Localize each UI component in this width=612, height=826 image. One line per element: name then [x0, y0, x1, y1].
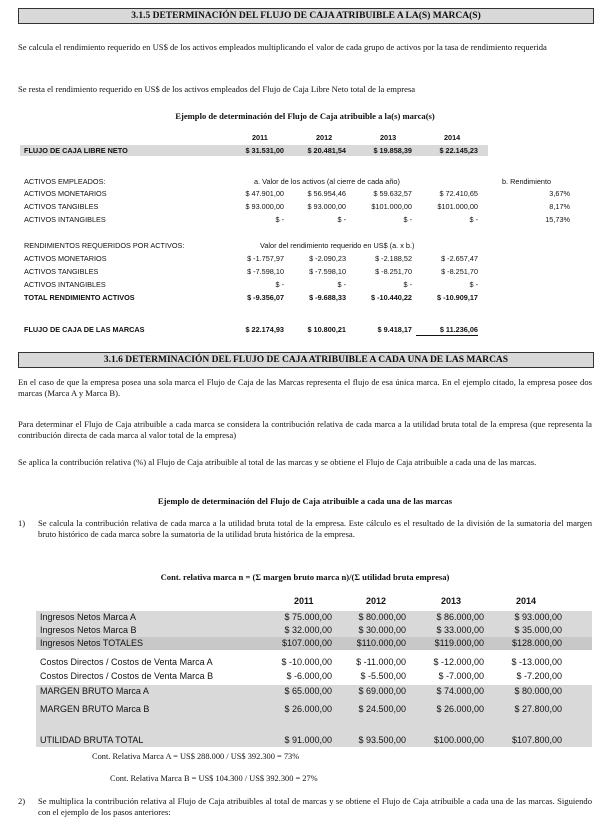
cell-value: $ 10.800,21	[307, 325, 346, 334]
year-header: 2013	[380, 133, 397, 142]
row-label: FLUJO DE CAJA LIBRE NETO	[24, 146, 128, 155]
table-row	[20, 214, 592, 225]
example-title: Ejemplo de determinación del Flujo de Caja atribuible a cada una de las marcas	[157, 496, 453, 506]
cell-value: $ -	[403, 215, 412, 224]
rate-value: 3,67%	[549, 189, 570, 198]
row-label: ACTIVOS MONETARIOS	[24, 254, 107, 263]
table-row	[20, 266, 592, 277]
paragraph: Para determinar el Flujo de Caja atribuible a cada marca se considera la contribución relativa de cada marca a la utilidad bruta total de la empresa (que representa la contribución directa de cada marca al valor total de la empresa)	[18, 419, 592, 440]
year-header: 2011	[294, 596, 314, 606]
row-label: ACTIVOS INTANGIBLES	[24, 280, 106, 289]
cell-value: $ 93.000,00	[245, 202, 284, 211]
example-title: Ejemplo de determinación del Flujo de Caja atribuible a la(s) marca(s)	[175, 111, 435, 121]
paragraph: En el caso de que la empresa posea una sola marca el Flujo de Caja de las Marcas representa el flujo de esa única marca. En el ejemplo citado, la empresa posee dos marcas (Marca A y Marca B).	[18, 377, 592, 398]
cell-value: $107.800,00	[511, 735, 562, 745]
cell-value: $ -2.090,23	[309, 254, 346, 263]
table-row-total	[36, 734, 592, 747]
row-label: ACTIVOS INTANGIBLES	[24, 215, 106, 224]
cell-value: $ 86.000,00	[436, 612, 484, 622]
table-row	[36, 611, 592, 624]
cell-value: $ -13.000,00	[511, 657, 562, 667]
row-label: Costos Directos / Costos de Venta Marca A	[40, 657, 213, 667]
year-header: 2014	[444, 133, 461, 142]
section-title-3-1-6: 3.1.6 DETERMINACIÓN DEL FLUJO DE CAJA ATRIBUIBLE A CADA UNA DE LAS MARCAS	[18, 352, 594, 368]
cell-value: $ 33.000,00	[436, 625, 484, 635]
cell-value: $ 93.500,00	[358, 735, 406, 745]
year-header: 2013	[441, 596, 462, 606]
year-header: 2012	[366, 596, 387, 606]
contribution-note-b: Cont. Relativa Marca B = US$ 104.300 / US$ 392.300 = 27%	[110, 774, 318, 783]
cell-value: $ -2.657,47	[441, 254, 478, 263]
cell-value: $ 24.500,00	[358, 704, 406, 714]
cell-value: $ 22.174,93	[245, 325, 284, 334]
year-header: 2014	[516, 596, 537, 606]
cell-value: $ -10.909,17	[437, 293, 478, 302]
year-header: 2012	[316, 133, 333, 142]
table-row	[36, 656, 592, 669]
row-label: ACTIVOS TANGIBLES	[24, 267, 99, 276]
column-label: Valor del rendimiento requerido en US$ (a. x b.)	[260, 241, 415, 250]
cell-value: $ -	[403, 280, 412, 289]
cell-value: $ 56.954,46	[307, 189, 346, 198]
table-row	[36, 637, 592, 650]
row-label: FLUJO DE CAJA DE LAS MARCAS	[24, 325, 145, 334]
table-row	[36, 670, 592, 683]
cell-value: $ -2.188,52	[375, 254, 412, 263]
cell-value: $ 30.000,00	[358, 625, 406, 635]
table-row-total	[20, 292, 592, 303]
cell-value: $ -	[275, 215, 284, 224]
row-label: UTILIDAD BRUTA TOTAL	[40, 735, 144, 745]
year-header: 2011	[252, 133, 268, 142]
row-label: TOTAL RENDIMIENTO ACTIVOS	[24, 293, 135, 302]
cell-value: $ -8.251,70	[441, 267, 478, 276]
table-row	[20, 324, 592, 335]
row-label: ACTIVOS MONETARIOS	[24, 189, 107, 198]
cell-value: $ 65.000,00	[284, 686, 332, 696]
table-row	[20, 253, 592, 264]
table-row	[20, 279, 592, 290]
cell-value: $ 26.000,00	[284, 704, 332, 714]
table-row	[20, 145, 488, 156]
cell-value: $ -10.440,22	[371, 293, 412, 302]
cell-value: $ 20.481,54	[307, 146, 346, 155]
rate-value: 8,17%	[549, 202, 570, 211]
cell-value: $ -9.356,07	[247, 293, 284, 302]
cell-value: $ 80.000,00	[358, 612, 406, 622]
cell-value: $ 22.145,23	[439, 146, 478, 155]
cell-value: $ 31.531,00	[245, 146, 284, 155]
table-row	[36, 685, 592, 698]
row-label: Ingresos Netos TOTALES	[40, 638, 144, 648]
paragraph: Se resta el rendimiento requerido en US$ de los activos empleados del Flujo de Caja Libre Neto total de la empresa	[18, 84, 416, 94]
cell-value: $ -6.000,00	[286, 671, 332, 681]
cell-value: $101.000,00	[437, 202, 478, 211]
cell-value: $ -	[337, 215, 346, 224]
cell-value: $ 93.000,00	[307, 202, 346, 211]
cell-value: $ 59.632,57	[373, 189, 412, 198]
rate-value: 15,73%	[545, 215, 570, 224]
cell-value: $ -	[275, 280, 284, 289]
cell-value: $ -8.251,70	[375, 267, 412, 276]
cell-value: $ -7.598,10	[247, 267, 284, 276]
cell-value: $ 35.000,00	[514, 625, 562, 635]
formula: Cont. relativa marca n = (Σ margen bruto marca n)/(Σ utilidad bruta empresa)	[160, 572, 450, 582]
cell-value: $100.000,00	[433, 735, 484, 745]
row-label: MARGEN BRUTO Marca B	[40, 704, 150, 714]
row-label: Ingresos Netos Marca A	[40, 612, 137, 622]
row-label: MARGEN BRUTO Marca A	[40, 686, 149, 696]
step-text: Se calcula la contribución relativa de cada marca a la utilidad bruta total de la empresa. Este cálculo es el resultado de la división de la sumatoria del margen bruto histórico de cada marca sobre la sumatoria de la utilidad bruta histórica de la empresa.	[38, 518, 592, 539]
paragraph: Se aplica la contribución relativa (%) al Flujo de Caja atribuible al total de las marcas y se obtiene el Flujo de Caja atribuible a cada una de las marcas.	[18, 457, 537, 467]
table-header-row	[20, 132, 592, 143]
cell-value: $ 47.901,00	[245, 189, 284, 198]
cell-value: $ 69.000,00	[358, 686, 406, 696]
column-label: b. Rendimiento	[502, 177, 552, 186]
cell-value: $ 93.000,00	[514, 612, 562, 622]
gross-margin-table	[36, 595, 592, 745]
cell-value: $128.000,00	[511, 638, 562, 648]
cell-value: $ 26.000,00	[436, 704, 484, 714]
cell-value: $ -	[337, 280, 346, 289]
row-label: RENDIMIENTOS REQUERIDOS POR ACTIVOS:	[24, 241, 185, 250]
table-header-row	[36, 595, 592, 608]
cell-value: $ 32.000,00	[284, 625, 332, 635]
cell-value: $ 72.410,65	[439, 189, 478, 198]
paragraph: Se calcula el rendimiento requerido en US$ de los activos empleados multiplicando el valor de cada grupo de activos por la tasa de rendimiento requerida	[18, 42, 547, 52]
cell-value: $ 27.800,00	[514, 704, 562, 714]
row-label: Ingresos Netos Marca B	[40, 625, 137, 635]
step-number: 1)	[18, 518, 26, 528]
step-text: Se multiplica la contribución relativa al Flujo de Caja atribuibles al total de marcas y se obtiene el Flujo de Caja atribuible a cada una de las marcas. Siguiendo con el ejemplo de los pasos anteriores:	[38, 796, 592, 817]
cell-value: $101.000,00	[371, 202, 412, 211]
cell-value: $ 74.000,00	[436, 686, 484, 696]
cell-value: $110.000,00	[356, 638, 406, 648]
contribution-note-a: Cont. Relativa Marca A = US$ 288.000 / US$ 392.300 = 73%	[92, 752, 300, 761]
table-row	[20, 188, 592, 199]
table-row	[36, 624, 592, 637]
brand-cashflow-table	[20, 132, 592, 342]
table-subheader	[20, 240, 592, 251]
cell-value: $107.000,00	[281, 638, 332, 648]
cell-value: $ -	[469, 280, 478, 289]
cell-value: $ 80.000,00	[514, 686, 562, 696]
cell-value: $ -10.000,00	[281, 657, 332, 667]
section-title-3-1-5: 3.1.5 DETERMINACIÓN DEL FLUJO DE CAJA ATRIBUIBLE A LA(S) MARCA(S)	[18, 8, 594, 24]
column-label: a. Valor de los activos (al cierre de cada año)	[254, 177, 400, 186]
cell-value: $ -9.688,33	[309, 293, 346, 302]
cell-value: $ -	[469, 215, 478, 224]
cell-value: $ 9.418,17	[377, 325, 412, 334]
cell-value: $ 75.000,00	[284, 612, 332, 622]
cell-value: $ -11.000,00	[356, 657, 406, 667]
cell-value: $ -1.757,97	[247, 254, 284, 263]
cell-value: $ -7.000,00	[438, 671, 484, 681]
cell-value: $119.000,00	[434, 638, 484, 648]
cell-value: $ -7.200,00	[516, 671, 562, 681]
cell-value: $ -12.000,00	[433, 657, 484, 667]
table-row	[36, 703, 592, 716]
cell-value: $ 91.000,00	[284, 735, 332, 745]
cell-value: $ -7.598,10	[309, 267, 346, 276]
step-number: 2)	[18, 796, 26, 806]
row-label: Costos Directos / Costos de Venta Marca B	[40, 671, 214, 681]
cell-value: $ -5.500,00	[360, 671, 406, 681]
table-row	[20, 201, 592, 212]
row-label: ACTIVOS EMPLEADOS:	[24, 177, 106, 186]
row-label: ACTIVOS TANGIBLES	[24, 202, 99, 211]
cell-value: $ 11.236,06	[416, 324, 478, 336]
table-subheader	[20, 176, 592, 187]
cell-value: $ 19.858,39	[373, 146, 412, 155]
